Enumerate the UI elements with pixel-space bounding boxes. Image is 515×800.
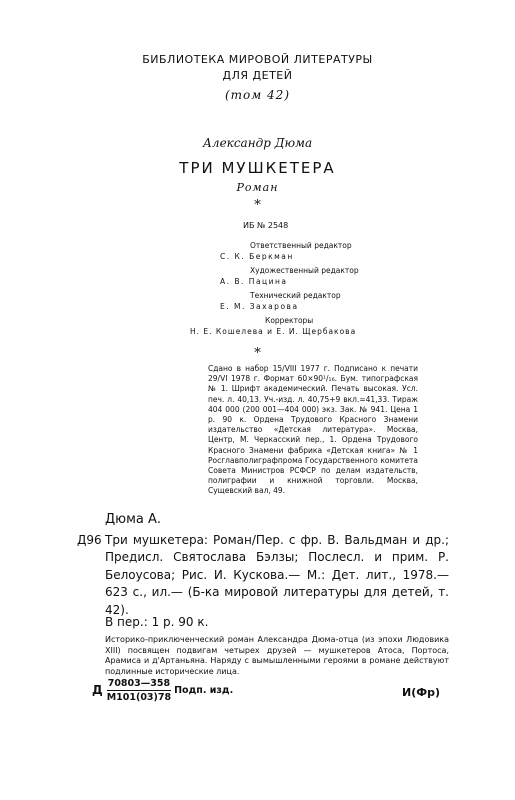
credit-tech-editor	[200, 291, 410, 312]
classification-code: И(Фр)	[402, 686, 441, 699]
credit-name: Н. Е. Кошелева и Е. И. Щербакова	[190, 326, 357, 336]
series-line-2: ДЛЯ ДЕТЕЙ	[222, 69, 293, 82]
catalog-code: Д96	[77, 533, 102, 547]
index-numerator: 70803—358	[107, 678, 171, 689]
credit-role: Корректоры	[265, 316, 314, 325]
credit-name: А. В. Пацина	[220, 276, 288, 286]
book-author: Александр Дюма	[202, 136, 313, 150]
credit-name: С. К. Беркман	[220, 251, 294, 261]
book-title: ТРИ МУШКЕТЕРА	[179, 159, 336, 177]
book-genre: Роман	[236, 181, 279, 194]
ib-number: ИБ № 2548	[243, 221, 289, 230]
catalog-author: Дюма А.	[105, 512, 162, 527]
credit-proofreaders	[170, 316, 420, 337]
credit-art-editor	[200, 266, 410, 287]
imprint-block: Сдано в набор 15/VIII 1977 г. Подписано к печати 29/VI 1978 г. Формат 60×90¹/₁₆. Бум. типографская № 1. Шрифт академический. Печать высокая. Усл. печ. л. 40,13. Уч.-изд. л. 40,75+9 вкл.=41,33. Тираж 404 000 (200 001—404 000) экз. Зак. № 941. Цена 1 р. 90 к. Ордена Трудового Красного Знамени издательство «Детская литература». Москва, Центр, М. Черкасский пер., 1. Ордена Трудового Красного Знамени фабрика «Детская книга» № 1 Росглавполиграфпрома Государственного комитета Совета Министров РСФСР по делам издательств, полиграфии и книжной торговли. Москва, Сущевский вал, 49.	[208, 364, 418, 496]
index-fraction	[107, 677, 171, 704]
credit-name: Е. М. Захарова	[220, 301, 299, 311]
index-letter: Д	[92, 683, 103, 697]
series-line-1: БИБЛИОТЕКА МИРОВОЙ ЛИТЕРАТУРЫ	[142, 53, 373, 66]
catalog-index	[92, 677, 233, 704]
separator-star-2: *	[254, 346, 261, 361]
credit-role: Технический редактор	[250, 291, 341, 300]
series-title	[0, 52, 515, 84]
catalog-entry: Три мушкетера: Роман/Пер. с фр. В. Вальдман и др.; Предисл. Святослава Бэлзы; Послесл. и прим. Р. Белоусова; Рис. И. Кускова.— М.: Дет. лит., 1978.— 623 с., ил.— (Б-ка мировой литературы для детей, т. 42).	[105, 533, 449, 617]
credit-role: Ответственный редактор	[250, 241, 352, 250]
credit-editor	[200, 241, 410, 262]
separator-star: *	[254, 198, 261, 213]
volume-number: (том 42)	[225, 88, 290, 102]
catalog-annotation: Историко-приключенческий роман Александра Дюма-отца (из эпохи Людовика XIII) посвящен подвигам четырех друзей — мушкетеров Атоса, Портоса, Арамиса и д'Артаньяна. Наряду с вымышленными героями в романе действуют подлинные исторические лица.	[105, 635, 449, 676]
credit-role: Художественный редактор	[250, 266, 359, 275]
index-denominator: М101(03)78	[106, 692, 172, 703]
subscription-label: Подп. изд.	[174, 685, 234, 696]
catalog-price: В пер.: 1 р. 90 к.	[105, 615, 209, 629]
